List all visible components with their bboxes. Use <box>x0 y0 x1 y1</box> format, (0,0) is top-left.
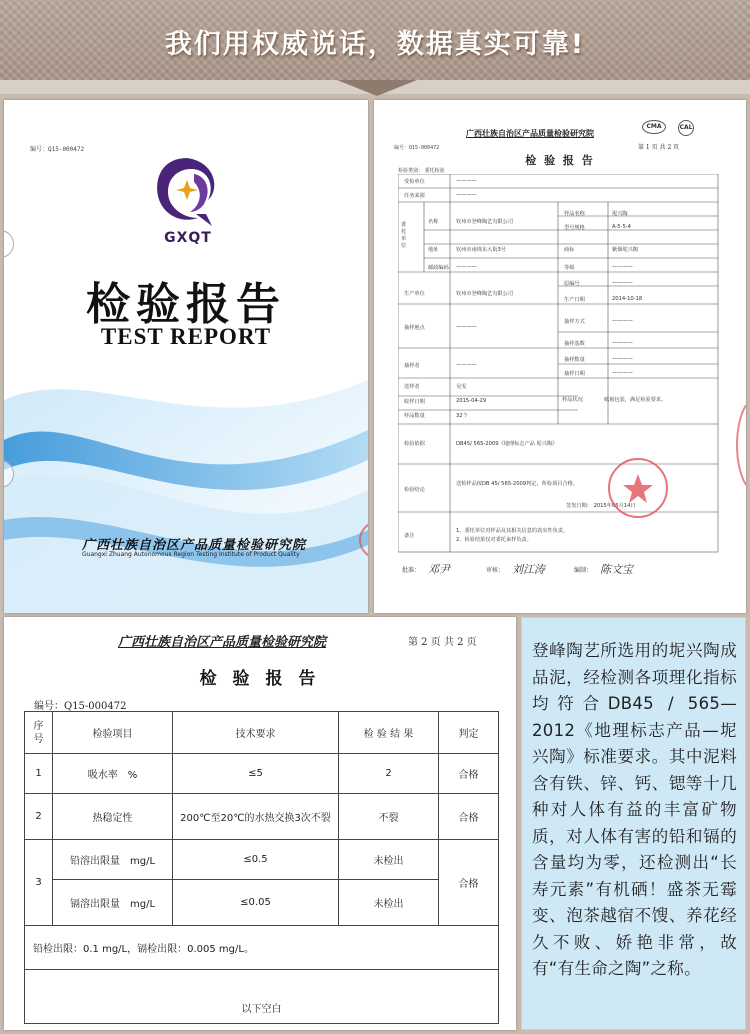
row2-no: 2 <box>25 794 53 840</box>
p1-label-sample-condition: 样品状况 <box>562 397 583 403</box>
p1-label-task-source: 任务来源 <box>404 193 425 199</box>
row3-judgement: 合格 <box>439 840 499 926</box>
red-seal-edge-icon <box>348 520 368 560</box>
p1-label-delivered-by: 送样者 <box>404 384 420 390</box>
p1-label-orig-no: 原编号 <box>564 281 580 287</box>
p1-label-remarks: 备注 <box>404 533 415 539</box>
p1-value-sample-name: 坭兴陶 <box>612 211 628 217</box>
p1-value-grade: ———— <box>612 264 633 270</box>
row1-judgement: 合格 <box>439 754 499 794</box>
description-panel <box>521 617 746 1030</box>
cma-mark-icon: CMA <box>642 120 666 134</box>
cover-organization: 广西壮族自治区产品质量检验研究院 <box>82 538 307 553</box>
row1-result: 2 <box>339 754 439 794</box>
page1-category-label: 检验类别： <box>398 168 424 174</box>
table-header-row <box>25 712 499 754</box>
row1-requirement: ≤5 <box>173 754 339 794</box>
row2-judgement: 合格 <box>439 794 499 840</box>
row1-item: 吸水率 % <box>53 754 173 794</box>
page2-report-number: 编号：Q15-000472 <box>34 701 127 712</box>
header-no: 序号 <box>25 712 53 754</box>
p1-label-grade: 等级 <box>564 265 575 271</box>
p1-label-sampling-qty: 抽样数量 <box>564 357 585 363</box>
header-item: 检验项目 <box>53 712 173 754</box>
p1-value-prod-date: 2014-10-18 <box>612 296 643 302</box>
header-result: 检 验 结 果 <box>339 712 439 754</box>
p1-value-delivered-by: 吴雯 <box>456 384 467 390</box>
p1-label-sampling-site: 抽样地点 <box>404 325 425 331</box>
row1-no: 1 <box>25 754 53 794</box>
red-inspection-seal-icon <box>606 456 670 520</box>
p1-label-sampler: 抽样者 <box>404 363 420 369</box>
description-text: 登峰陶艺所选用的坭兴陶成品泥，经检测各项理化指标均符合DB45 / 565—2012《地理标志产品—坭兴陶》标准要求。其中泥料含有铁、锌、钙、锶等十几种对人体有益的丰富矿物质，对人体有害的铅和镉的含量均为零，还检测出“长寿元素”有机硒！盛茶无霉变、泡茶越宿不馊、养花经久不败、娇艳非常，故有“有生命之陶”之称。 <box>532 641 737 978</box>
p1-label-basis: 检验依据 <box>404 441 425 447</box>
p1-label-inspected-unit: 受检单位 <box>404 179 425 185</box>
row4-item: 镉溶出限量 mg/L <box>53 880 173 926</box>
p1-value-sampling-site: ———— <box>456 324 477 330</box>
p1-label-producer: 生产单位 <box>404 291 425 297</box>
p1-label-address: 地址 <box>428 247 439 253</box>
row4-requirement: ≤0.05 <box>173 880 339 926</box>
p1-label-received-date: 收样日期 <box>404 399 425 405</box>
p1-value-task-source: ———— <box>456 192 477 198</box>
p1-label-conclusion: 检验结论 <box>404 487 425 493</box>
report-page-2 <box>4 617 516 1030</box>
p1-value-orig-no: ———— <box>612 280 633 286</box>
p1-author-signature: 陈文宝 <box>600 563 633 576</box>
gxqt-logo-icon <box>150 152 224 228</box>
table-row <box>25 840 499 880</box>
cal-mark-icon: CAL <box>678 120 694 136</box>
page2-page-indicator: 第 2 页 共 2 页 <box>408 637 477 648</box>
p1-label-brand: 商标 <box>564 247 575 253</box>
page1-title: 检 验 报 告 <box>525 154 595 167</box>
p1-label-client: 委托单位 <box>401 222 407 249</box>
page2-organization: 广西壮族自治区产品质量检验研究院 <box>118 635 327 650</box>
p1-label-sample-name: 样品名称 <box>564 211 585 217</box>
p1-value-producer: 钦州市登峰陶艺有限公司 <box>456 291 514 297</box>
p1-value-client-name: 钦州市登峰陶艺有限公司 <box>456 219 514 225</box>
banner-arrow <box>337 80 417 96</box>
red-seal-edge-icon <box>732 400 746 490</box>
report-cover <box>4 100 368 613</box>
row3-requirement: ≤0.5 <box>173 840 339 880</box>
cover-subtitle: TEST REPORT <box>100 324 272 349</box>
p1-value-brand: 紫烟坭兴陶 <box>612 247 638 253</box>
p1-label-client-name: 名称 <box>428 219 439 225</box>
footnote-cell: 铅检出限：0.1 mg/L，镉检出限：0.005 mg/L。 <box>25 926 499 970</box>
p1-value-postcode: ———— <box>456 264 477 270</box>
page1-organization: 广西壮族自治区产品质量检验研究院 <box>466 128 594 138</box>
p1-value-sampling-qty: ———— <box>612 356 633 362</box>
report-page-1 <box>374 100 746 613</box>
p1-reviewer-signature: 刘江涛 <box>512 563 545 576</box>
header-banner <box>0 0 750 80</box>
p1-value-sampling-date: ———— <box>612 370 633 376</box>
p1-approver-label: 批准： <box>402 567 421 574</box>
header-judgement: 判定 <box>439 712 499 754</box>
p1-value-model: A-5-5-4 <box>612 224 631 230</box>
p1-value-sampling-method: ———— <box>612 318 633 324</box>
table-row <box>25 880 499 926</box>
cover-organization-en: Guangxi Zhuang Autonomous Region Testing Institute of Product Quality <box>82 551 300 558</box>
p1-label-model: 型号规格 <box>564 225 585 231</box>
p1-issue-date: 签发日期： 2015年05月14日 <box>566 503 636 509</box>
row3-item: 铅溶出限量 mg/L <box>53 840 173 880</box>
table-row <box>25 970 499 1024</box>
row2-requirement: 200℃至20℃的水热交换3次不裂 <box>173 794 339 840</box>
p1-value-address: 钦州市南珠东大街3号 <box>456 247 506 253</box>
blank-note-cell: 以下空白 <box>25 970 499 1024</box>
p1-value-sample-qty: 32个 <box>456 413 468 419</box>
page1-report-number: 编号：Q15-000472 <box>394 145 440 151</box>
cover-logo-text: GXQT <box>164 230 212 246</box>
p1-approver-signature: 邓尹 <box>428 563 450 576</box>
p1-author-label: 编制： <box>574 567 593 574</box>
results-table <box>24 711 499 1024</box>
page1-category-value: 委托检验 <box>424 168 445 174</box>
p1-value-remarks-1: 1、委托单位对样品及其相关信息的真实性负责。 <box>456 528 569 534</box>
p1-value-inspected-unit: ———— <box>456 178 477 184</box>
p1-label-prod-date: 生产日期 <box>564 297 585 303</box>
banner-title: 我们用权威说话，数据真实可靠! <box>164 29 586 60</box>
table-row <box>25 794 499 840</box>
cover-report-number: 编号：Q15-000472 <box>30 146 85 153</box>
page2-title: 检 验 报 告 <box>199 669 321 689</box>
table-row <box>25 754 499 794</box>
p1-value-remarks-2: 2、检验结果仅对委托来样负责。 <box>456 537 532 543</box>
header-requirement: 技术要求 <box>173 712 339 754</box>
p1-label-sampling-method: 抽样方式 <box>564 319 585 325</box>
p1-label-postcode: 邮政编码 <box>428 265 449 271</box>
p1-value-sampler: ———— <box>456 362 477 368</box>
row3-no: 3 <box>25 840 53 926</box>
row4-result: 未检出 <box>339 880 439 926</box>
p1-value-basis: DB45/ 565-2009《地理标志产品 坭兴陶》 <box>456 441 558 447</box>
page1-form-grid <box>398 174 720 554</box>
p1-value-conclusion: 送检样品按DB 45/ 565-2009判定，所检项目合格。 <box>456 481 578 487</box>
p1-label-sample-qty: 样品数量 <box>404 413 425 419</box>
p1-value-sampling-base: ———— <box>612 340 633 346</box>
page1-category <box>398 167 445 174</box>
row2-result: 不裂 <box>339 794 439 840</box>
row3-result: 未检出 <box>339 840 439 880</box>
page1-page-indicator: 第 1 页 共 2 页 <box>638 144 680 151</box>
p1-value-received-date: 2015-04-29 <box>456 398 487 404</box>
cover-title: 检验报告 <box>86 279 286 330</box>
p1-label-sampling-base: 抽样基数 <box>564 341 585 347</box>
p1-value-sample-condition: 纸箱包装，满足检验要求。 <box>604 397 667 403</box>
table-row <box>25 926 499 970</box>
row2-item: 热稳定性 <box>53 794 173 840</box>
p1-reviewer-label: 审核： <box>486 567 505 574</box>
p1-label-sampling-date: 抽样日期 <box>564 371 585 377</box>
